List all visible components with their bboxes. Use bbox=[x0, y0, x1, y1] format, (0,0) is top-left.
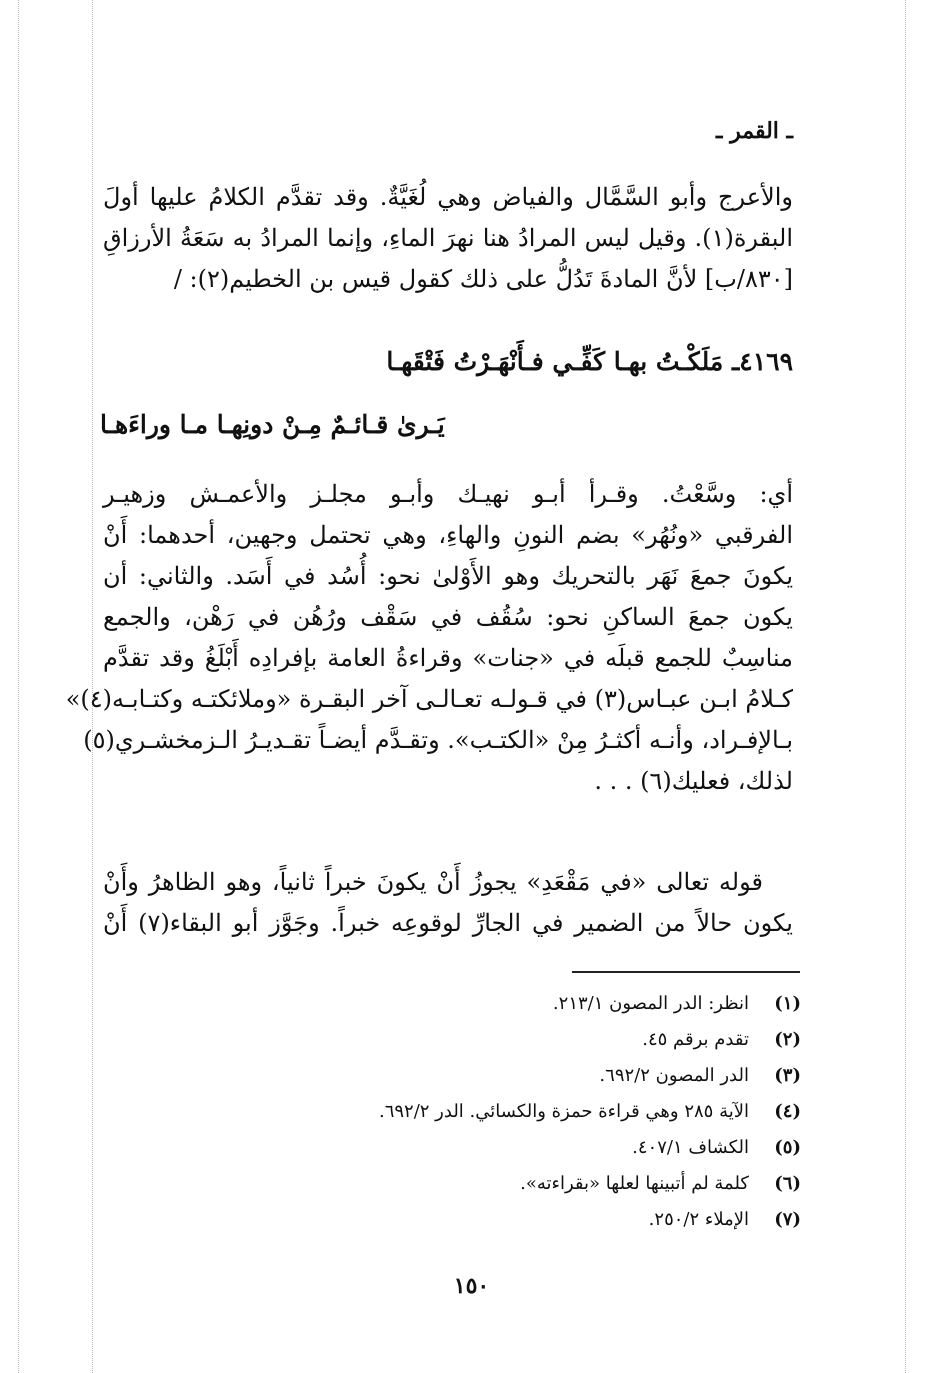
text-line: يكونَ جمعَ نَهَر بالتحريك وهو الأَوْلىٰ نحو: أُسُد في أَسَد. والثاني: أن bbox=[103, 562, 793, 590]
footnote-text: الدر المصون ٦٩٢/٢. bbox=[599, 1065, 749, 1086]
footnote-item bbox=[111, 1166, 801, 1202]
footnote-text: انظر: الدر المصون ٢١٣/١. bbox=[552, 993, 749, 1014]
text-line: قوله تعالى «في مَقْعَدِ» يجوزُ أَنْ يكونَ خبراً ثانياً، وهو الظاهرُ وأَنْ bbox=[103, 868, 763, 896]
text-line: الفرقبي «ونُهُر» بضم النونِ والهاءِ، وهي تحتمل وجهين، أحدهما: أَنْ bbox=[103, 521, 793, 549]
footnote-number: (٤) bbox=[774, 1101, 801, 1122]
text-line: والأعرج وأبو السَّمَّال والفياض وهي لُغَيَّةٌ. وقد تقدَّم الكلامُ عليها أولَ bbox=[103, 183, 793, 211]
verse-hemistich-1: ٤١٦٩ـ مَلَكْـتُ بهـا كَفِّـي فـأَنْهَـرْتُ فَتْقَهـا bbox=[386, 347, 793, 376]
footnote-separator bbox=[572, 971, 800, 973]
text-line: بـالإفـراد، وأنـه أكثـرُ مِنْ «الكتـب». وتقـدَّم أيضـاً تقـديـرُ الـزمخشـري(٥) bbox=[83, 726, 793, 754]
footnote-number: (٣) bbox=[774, 1065, 801, 1086]
footnote-number: (٥) bbox=[774, 1137, 801, 1158]
footnote-item bbox=[111, 1202, 801, 1238]
footnote-text: الإملاء ٢٥٠/٢. bbox=[648, 1209, 749, 1230]
footnote-item bbox=[111, 1058, 801, 1094]
text-line: لذلك، فعليك(٦) . . . bbox=[594, 767, 793, 795]
footnote-number: (١) bbox=[774, 993, 801, 1014]
footnote-text: الكشاف ٤٠٧/١. bbox=[632, 1137, 749, 1158]
paragraph-3 bbox=[103, 862, 793, 944]
footnote-number: (٢) bbox=[774, 1029, 801, 1050]
footnote-item bbox=[111, 986, 801, 1022]
footnote-text: تقدم برقم ٤٥. bbox=[642, 1029, 749, 1050]
footnote-number: (٧) bbox=[774, 1209, 801, 1230]
footnote-item bbox=[111, 1022, 801, 1058]
scan-artifact-line bbox=[905, 0, 906, 1373]
paragraph-2 bbox=[65, 474, 793, 802]
footnote-text: كلمة لم أتبينها لعلها «بقراءته». bbox=[520, 1173, 749, 1194]
scan-artifact-line bbox=[18, 0, 19, 1373]
text-line: أي: وسَّعْتُ. وقـرأ أبـو نهيـك وأبـو مجلـز والأعمـش وزهيـر bbox=[103, 480, 793, 508]
verse-hemistich-2: يَـرىٰ قـائـمٌ مِـنْ دونِهـا مـا وراءَهـا bbox=[100, 410, 445, 439]
footnote-number: (٦) bbox=[774, 1173, 801, 1194]
text-line: يكون حالاً من الضمير في الجارِّ لوقوعِه خبراً. وجَوَّز أبو البقاء(٧) أَنْ bbox=[103, 909, 793, 937]
text-line: [٨٣٠/ب] لأنَّ المادةَ تَدُلُّ على ذلك كقول قيس بن الخطيم(٢): / bbox=[173, 265, 793, 293]
footnote-text: الآية ٢٨٥ وهي قراءة حمزة والكسائي. الدر ٦٩٢/٢. bbox=[378, 1101, 749, 1122]
running-header: ـ القمر ـ bbox=[715, 118, 793, 144]
text-line: مناسِبٌ للجمع قبلَه في «جنات» وقراءةُ العامة بإفرادِه أَبْلَغُ وقد تقدَّم bbox=[103, 644, 793, 672]
page-number: ١٥٠ bbox=[453, 1273, 490, 1299]
text-line: كـلامُ ابـن عبـاس(٣) في قـولـه تعـالـى آخر البقـرة «وملائكتـه وكتـابـه(٤)» bbox=[65, 685, 793, 713]
footnotes bbox=[111, 986, 801, 1238]
footnote-item bbox=[111, 1130, 801, 1166]
paragraph-1 bbox=[103, 177, 793, 300]
footnote-item bbox=[111, 1094, 801, 1130]
text-line: يكون جمعَ الساكنِ نحو: سُقُف في سَقْف ورُهُن في رَهْن، والجمع bbox=[103, 603, 793, 631]
text-line: البقرة(١). وقيل ليس المرادُ هنا نهرَ الماءِ، وإنما المرادُ به سَعَةُ الأرزاقِ bbox=[103, 224, 793, 252]
